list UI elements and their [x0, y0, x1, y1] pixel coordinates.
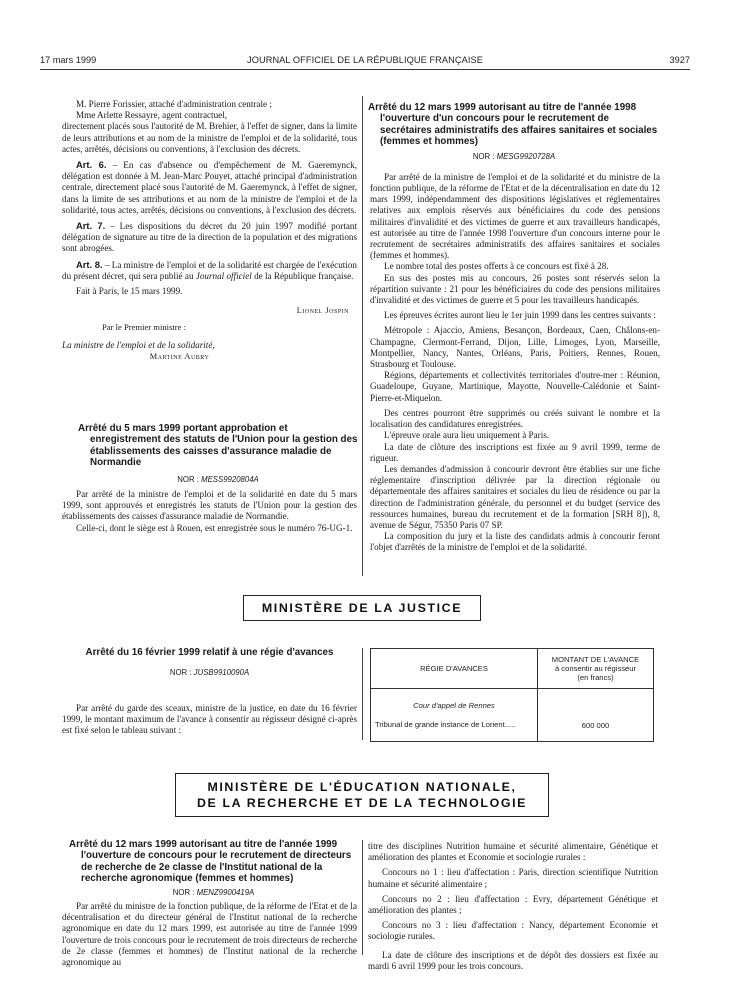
arrete-title: Arrêté du 16 février 1999 relatif à une régie d'avances: [85, 647, 334, 658]
arrete-inra: [69, 839, 358, 905]
ministry-label-line1: MINISTÈRE DE L'ÉDUCATION NATIONALE,: [207, 780, 517, 794]
article-text: – Les dispositions du décret du 20 juin 1997 modifié portant délégation de signature au titre de la direction de la population et des migrations sont abrogées.: [62, 221, 357, 254]
page-header: [40, 52, 690, 68]
regie-cell: [371, 689, 538, 742]
concours-item: Concours no 2 : lieu d'affectation : Evry, département Génétique et amélioration des plantes ;: [368, 893, 658, 916]
minister-name: Martine Aubry: [149, 351, 210, 361]
nor-reference: [62, 667, 357, 678]
arrete-regie: [62, 647, 357, 736]
paragraph: Les épreuves écrites auront lieu le 1er juin 1999 dans les centres suivants :: [384, 310, 656, 321]
arrete-inra-body-right: [368, 841, 658, 972]
nor-label: NOR :: [169, 668, 192, 678]
arrete-inra-body-left: [62, 901, 357, 968]
paragraph: directement placés sous l'autorité de M. Brehier, à l'effet de signer, dans la limite de leurs attributions et au nom de la ministre de l'emploi et de la solidarité, tous actes, arrêtés, décisions ou conventions, à l'exclusion des décrets.: [62, 121, 357, 154]
header-date: 17 mars 1999: [40, 55, 97, 65]
concours-item: Concours no 1 : lieu d'affectation : Paris, direction scientifique Nutrition humaine et sécurité alimentaire ;: [368, 867, 658, 889]
paragraph: La composition du jury et la liste des candidats admis à concourir feront l'objet d'arrêtés de la ministre de l'emploi et de la solidarité.: [370, 531, 660, 553]
column-divider: [362, 96, 363, 576]
ministry-education-heading: [175, 773, 549, 817]
nor-reference: [78, 474, 358, 485]
paragraph: Les demandes d'admission à concourir devront être établies sur une fiche réglementaire d'inscription délivrée par la direction régionale ou départementale des affaires sanitaires et sociales du lieu de résidence ou par la direction de l'administration générale, du personnel et du budget (service des ressources humaines, bureau du recrutement et de la formation [SRH 8]), 8, avenue de Ségur, 75350 Paris 07 SP.: [370, 463, 660, 530]
column-divider: [362, 840, 363, 955]
paragraph: La date de clôture des inscriptions est fixée au 9 avril 1999, terme de rigueur.: [370, 441, 660, 463]
list-item: Mme Arlette Ressayre, agent contractuel,: [76, 110, 228, 121]
nor-code: MENZ9900419A: [196, 887, 255, 897]
paragraph: Des centres pourront être supprimés ou créés suivant le nombre et la localisation des candidatures enregistrées.: [370, 407, 660, 430]
arrete-title: Arrêté du 12 mars 1999 autorisant au titre de l'année 1998 l'ouverture d'un concours pour le recrutement de secrétaires administratifs des affaires sanitaires et sociales (femmes et hommes): [368, 102, 658, 148]
nor-code: JUSB9910090A: [193, 668, 250, 678]
arrete-title: Arrêté du 5 mars 1999 portant approbation et enregistrement des statuts de l'Union pour la gestion des établissements des caisses d'assurance maladie de Normandie: [78, 423, 358, 469]
paragraph: Par arrêté de la ministre de l'emploi et de la solidarité en date du 5 mars 1999, sont approuvés et enregistrés les statuts de l'Union pour la gestion des établissements des caisses d'assurance maladie de Normandie.: [62, 489, 357, 522]
arrete-title: Arrêté du 12 mars 1999 autorisant au titre de l'année 1999 l'ouverture de concours pour le recrutement de directeurs de recherche de 2e classe de l'Institut national de la recherche agronomique (femmes et hommes): [69, 839, 352, 885]
header-line: à consentir au régisseur: [554, 664, 637, 673]
paragraph: Par arrêté de la ministre de l'emploi et de la solidarité et du ministre de la fonction publique, de la réforme de l'Etat et de la décentralisation en date du 12 mars 1999, indépendamment des dispositions législatives et réglementaires relatives aux emplois réservés aux bénéficiaires du code des pensions militaires d'invalidité et des victimes de guerre et aux travailleurs handicapés, est autorisée au titre de l'année 1998 l'ouverture d'un concours interne pour le recrutement de secrétaires administratifs des affaires sanitaires et sociales (femmes et hommes).: [370, 171, 660, 261]
article-label: Art. 8.: [76, 258, 103, 270]
nor-label: NOR :: [177, 474, 199, 484]
paragraph: Par arrêté du garde des sceaux, ministre de la justice, en date du 16 février 1999, le montant maximum de l'avance à consentir au régisseur désigné ci-après est fixé selon le tableau suivant :: [62, 702, 357, 736]
signatory: Lionel Jospin: [296, 306, 349, 316]
paragraph: titre des disciplines Nutrition humaine et sécurité alimentaire, Génétique et amélioration des plantes et Economie et sociologie rurales :: [368, 841, 658, 863]
article-8: [62, 259, 357, 282]
paragraph: L'épreuve orale aura lieu uniquement à Paris.: [384, 430, 550, 441]
header-rule: [40, 69, 690, 70]
ministry-label: MINISTÈRE DE LA JUSTICE: [261, 601, 463, 615]
column-header-montant: [538, 649, 654, 689]
concours-item: Concours no 3 : lieu d'affectation : Nancy, département Economie et sociologie rurales.: [368, 920, 658, 942]
list-item: M. Pierre Forissier, attaché d'administration centrale ;: [76, 99, 272, 109]
arrete-secretaires: [368, 102, 660, 554]
journal-officiel-ref: Journal officiel: [195, 270, 252, 281]
paragraph: Métropole : Ajaccio, Amiens, Besançon, Bordeaux, Caen, Châlons-en-Champagne, Clermont-Ferrand, Dijon, Lille, Limoges, Lyon, Marseille, Montpellier, Nancy, Nantes, Orléans, Paris, Poitiers, Rennes, Rouen, Strasbourg et Toulouse.: [370, 325, 660, 370]
nor-reference: [368, 151, 660, 162]
paragraph: En sus des postes mis au concours, 26 postes sont réservés selon la répartition suivante : 21 pour les bénéficiaires du code des pensions militaires d'invalidité et des victimes de guerre et 5 pour les travailleurs handicapés.: [370, 272, 660, 306]
column-divider: [362, 648, 363, 740]
paragraph: La date de clôture des inscriptions et de dépôt des dossiers est fixée au mardi 6 avril 1999 pour les trois concours.: [368, 949, 658, 971]
header-line: MONTANT DE L'AVANCE: [551, 655, 640, 664]
nor-label: NOR :: [172, 887, 195, 897]
article-text: de la République française.: [251, 270, 354, 281]
article-7: [62, 220, 357, 255]
nor-code: MESS9920804A: [201, 474, 259, 484]
done-at: Fait à Paris, le 15 mars 1999.: [76, 286, 183, 297]
table-group-label: Cour d'appel de Rennes: [413, 701, 495, 710]
column-header-regie: RÉGIE D'AVANCES: [371, 649, 538, 689]
arrete-normandie-body: [62, 489, 357, 534]
montant-cell: 600 000: [538, 689, 654, 742]
paragraph: Celle-ci, dont le siège est à Rouen, est enregistrée sous le numéro 76-UG-1.: [76, 522, 353, 533]
article-label: Art. 6.: [76, 159, 107, 171]
paragraph: Le nombre total des postes offerts à ce concours est fixé à 28.: [384, 261, 609, 272]
table-row: [371, 689, 654, 742]
page-number: 3927: [669, 55, 690, 65]
table-header-row: [371, 649, 654, 689]
arrete-body: [368, 172, 660, 554]
paragraph: Par arrêté du ministre de la fonction publique, de la réforme de l'Etat et de la décentralisation et du directeur général de l'Institut national de la recherche agronomique en date du 12 mars 1999, est autorisée au titre de l'année 1999 l'ouverture de trois concours pour le recrutement de trois directeurs de recherche de 2e classe (femmes et hommes) de l'Institut national de la recherche agronomique au: [62, 901, 357, 968]
paragraph: Régions, départements et collectivités territoriales d'outre-mer : Réunion, Guadeloupe, Guyane, Martinique, Mayotte, Nouvelle-Calédonie et Saint-Pierre-et-Miquelon.: [370, 370, 660, 403]
article-text: – En cas d'absence ou d'empêchement de M. Gaeremynck, délégation est donnée à M. Jean-Marc Pouyet, attaché principal d'administration centrale, directement placé sous l'autorité de M. Gaeremynck, à l'effet de signer, dans la limite de ses attributions et au nom de la ministre de l'emploi et de la solidarité, tous actes, arrêtés, décisions ou conventions, à l'exclusion des décrets.: [62, 160, 357, 215]
header-line: (en francs): [577, 673, 614, 682]
nor-label: NOR :: [472, 151, 495, 161]
regie-name: Tribunal de grande instance de Lorient.....: [375, 720, 516, 729]
minister-title: La ministre de l'emploi et de la solidarité,: [62, 339, 215, 350]
left-column-top: [62, 99, 357, 362]
ministry-justice-heading: [243, 595, 481, 621]
arrete-normandie: [78, 423, 358, 499]
regie-table: [370, 648, 654, 742]
article-6: [62, 159, 357, 216]
journal-title: JOURNAL OFFICIEL DE LA RÉPUBLIQUE FRANÇAISE: [247, 55, 483, 65]
article-label: Art. 7.: [76, 220, 106, 232]
article-text: – La ministre de l'emploi et de la solidarité est chargée de l'exécution du présent décret, qui sera publié au: [62, 259, 357, 281]
nor-code: MESG9920728A: [496, 151, 556, 161]
by-prime-minister: Par le Premier ministre :: [102, 322, 187, 333]
nor-reference: [69, 887, 358, 898]
ministry-label-line2: DE LA RECHERCHE ET DE LA TECHNOLOGIE: [197, 796, 527, 810]
